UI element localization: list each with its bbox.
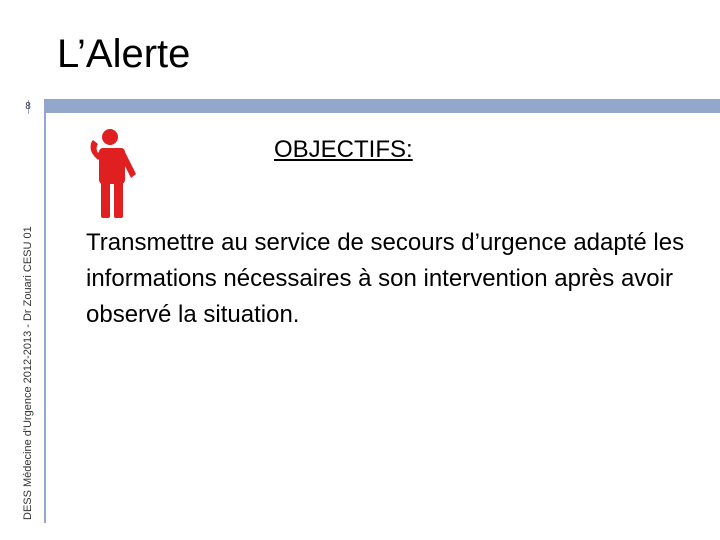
- person-phone-icon: [84, 126, 144, 222]
- objectives-body: Transmettre au service de secours d’urgence adapté les informations nécessaires à son intervention après avoir observé la situation.: [86, 229, 685, 328]
- header-accent-bar: [44, 99, 720, 113]
- slide-title: L’Alerte: [57, 32, 191, 76]
- slide-number: 8: [25, 101, 31, 112]
- side-caption: DESS Médecine d'Urgence 2012-2013 - Dr Zouari CESU 01: [22, 226, 34, 520]
- left-accent-line: [44, 113, 46, 523]
- objectives-heading: OBJECTIFS:: [274, 136, 413, 163]
